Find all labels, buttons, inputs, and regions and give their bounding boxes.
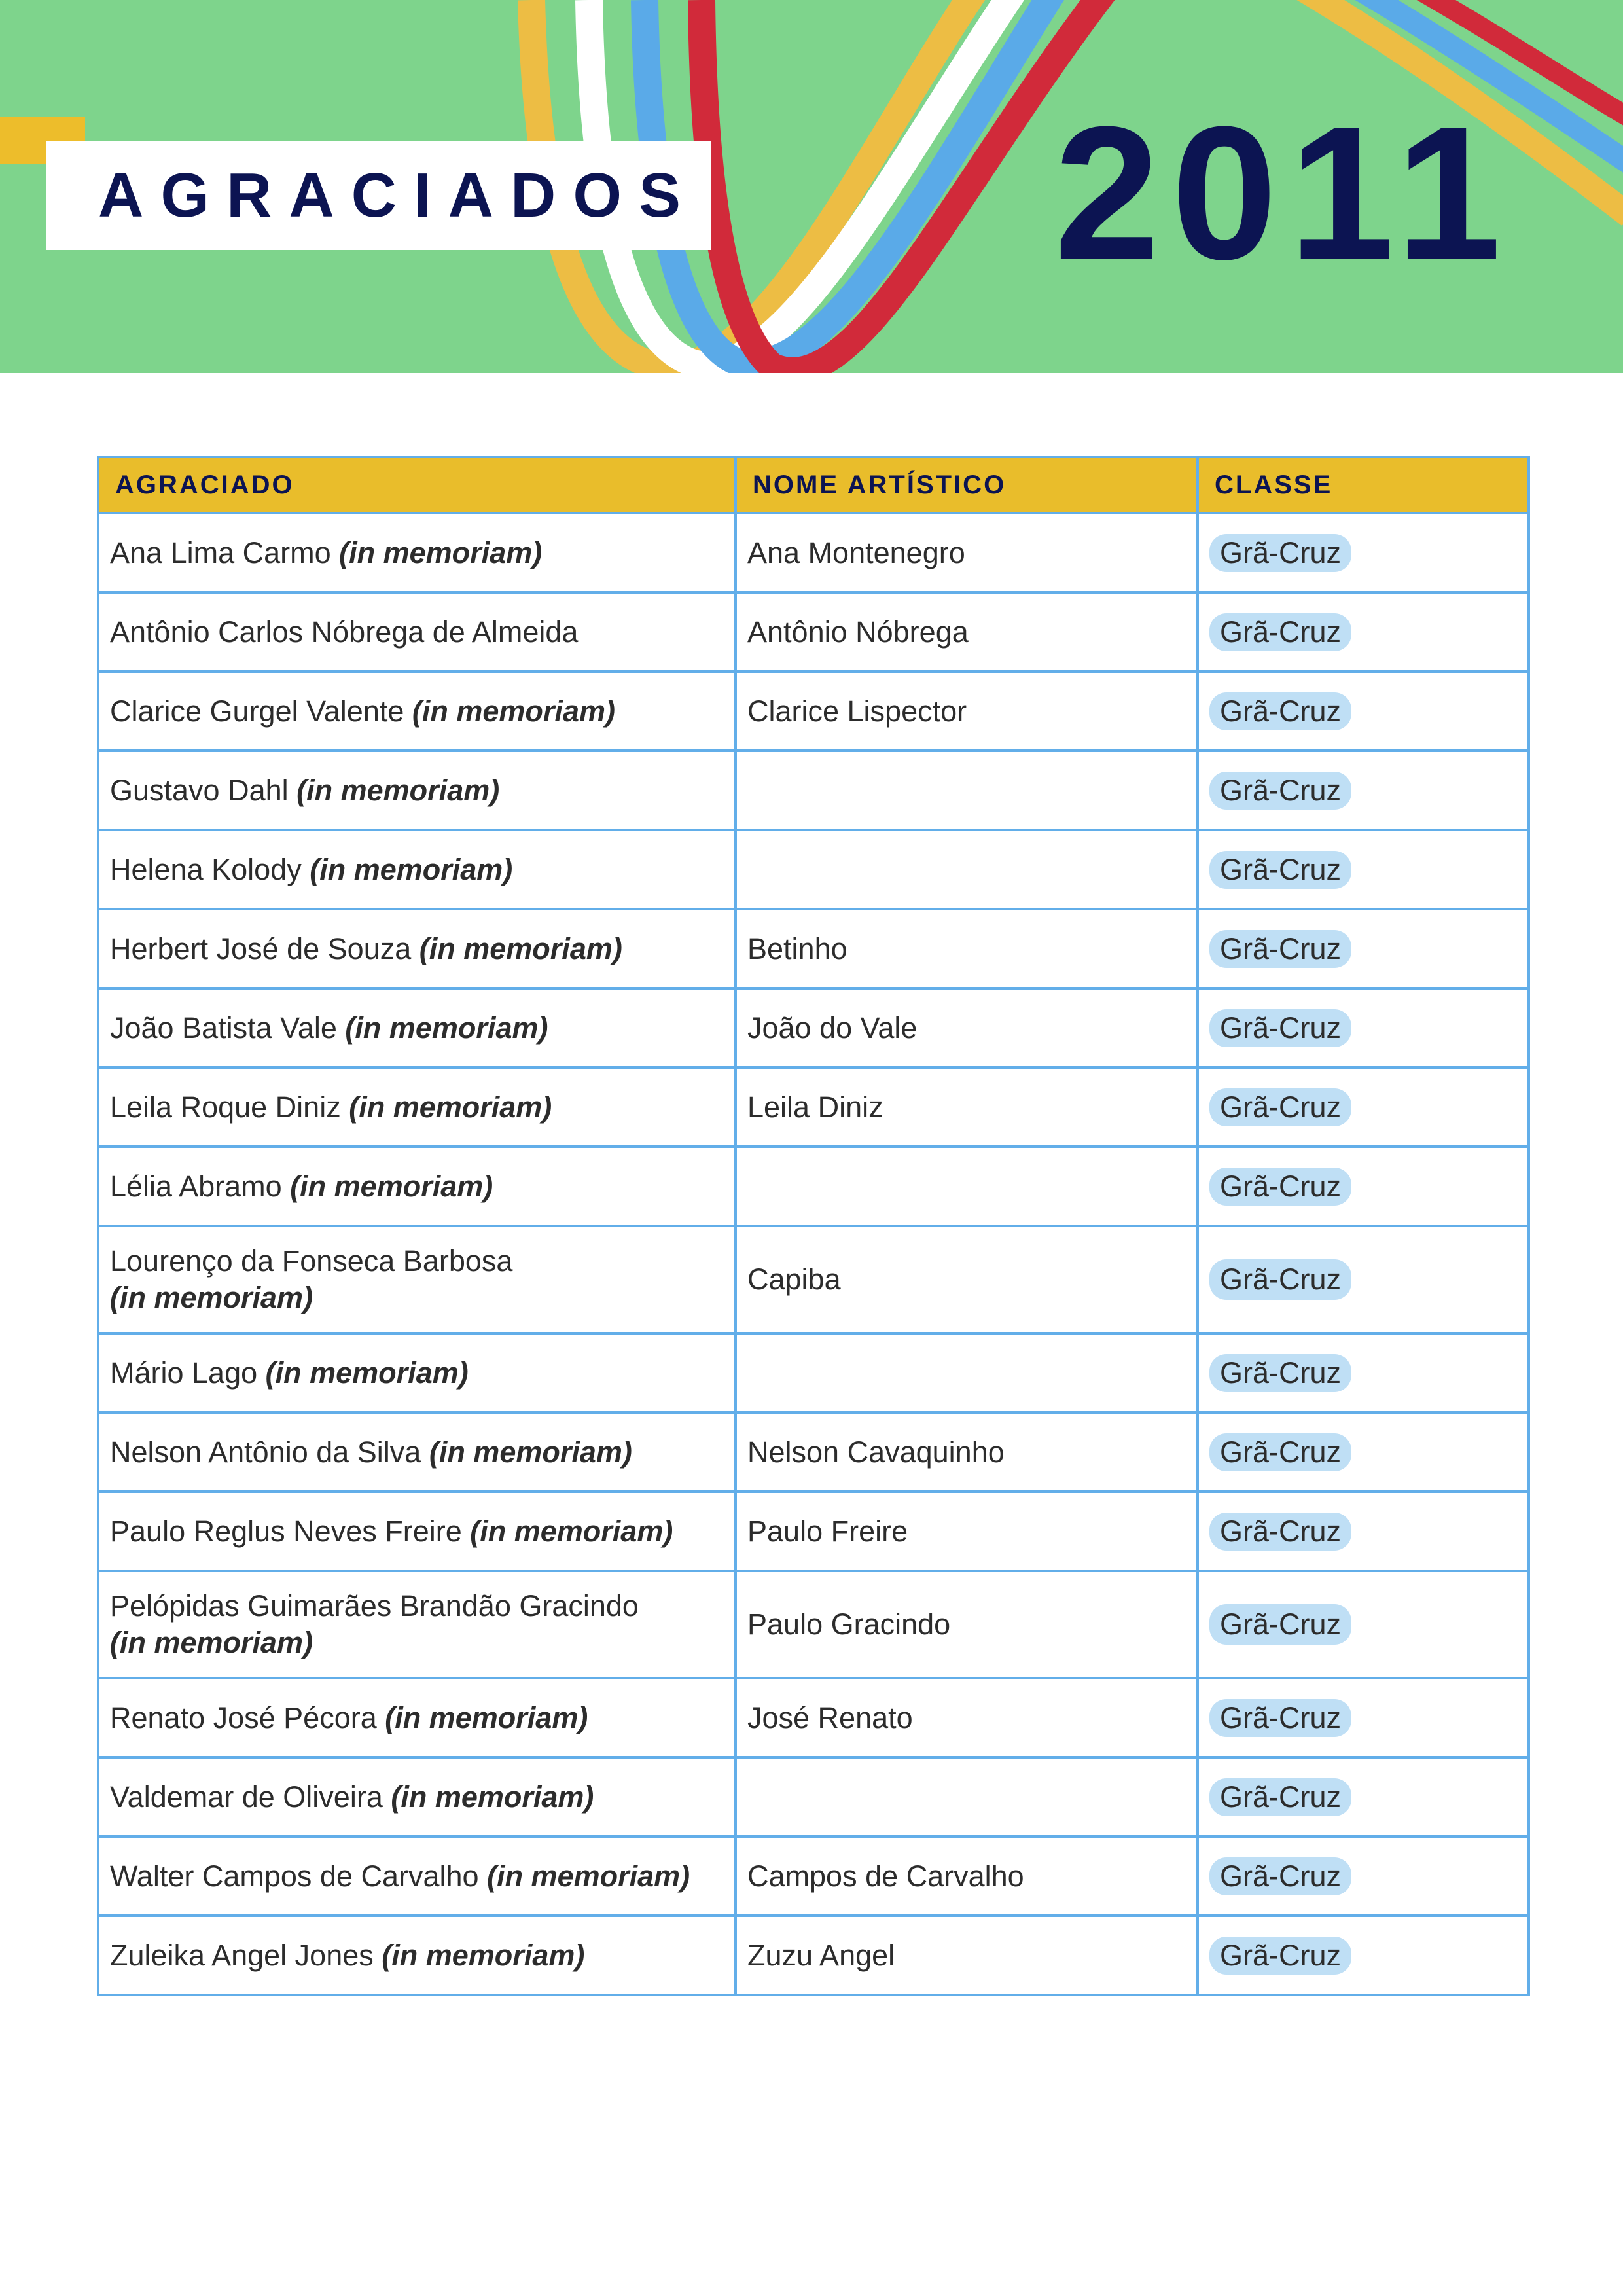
agraciado-name: Leila Roque Diniz (110, 1090, 341, 1124)
memoriam-note: (in memoriam) (296, 773, 500, 807)
memoriam-note: (in memoriam) (339, 535, 543, 569)
cell-agraciado (98, 988, 736, 1067)
cell-agraciado (98, 592, 736, 672)
awards-table (97, 456, 1530, 1996)
cell-nome-artistico: Leila Diniz (736, 1067, 1198, 1147)
agraciado-name: Zuleika Angel Jones (110, 1938, 374, 1972)
cell-agraciado (98, 909, 736, 988)
cell-nome-artistico (736, 1333, 1198, 1412)
class-badge: Grã-Cruz (1209, 1937, 1351, 1975)
table-row (98, 1147, 1529, 1226)
cell-classe (1198, 672, 1529, 751)
memoriam-note: (in memoriam) (345, 1011, 548, 1045)
cell-agraciado (98, 751, 736, 830)
cell-nome-artistico: Zuzu Angel (736, 1916, 1198, 1995)
header-banner (0, 0, 1623, 373)
cell-classe (1198, 513, 1529, 592)
table-row (98, 672, 1529, 751)
memoriam-note: (in memoriam) (310, 852, 513, 886)
cell-agraciado (98, 1757, 736, 1837)
memoriam-note: (in memoriam) (385, 1700, 588, 1734)
cell-classe (1198, 1571, 1529, 1678)
class-badge: Grã-Cruz (1209, 1778, 1351, 1816)
memoriam-note: (in memoriam) (429, 1435, 632, 1469)
agraciado-name: Walter Campos de Carvalho (110, 1859, 479, 1893)
table-row (98, 988, 1529, 1067)
class-badge: Grã-Cruz (1209, 772, 1351, 810)
class-badge: Grã-Cruz (1209, 1168, 1351, 1206)
table-row (98, 1412, 1529, 1492)
table-row (98, 592, 1529, 672)
cell-agraciado (98, 1916, 736, 1995)
cell-nome-artistico: Clarice Lispector (736, 672, 1198, 751)
title-box (46, 141, 711, 250)
table-header-row (98, 457, 1529, 513)
table-row (98, 513, 1529, 592)
table-row (98, 1837, 1529, 1916)
cell-agraciado (98, 1067, 736, 1147)
agraciado-name: Lourenço da Fonseca Barbosa (110, 1244, 513, 1278)
agraciado-name: João Batista Vale (110, 1011, 337, 1045)
cell-agraciado (98, 1412, 736, 1492)
cell-agraciado (98, 1147, 736, 1226)
memoriam-note: (in memoriam) (290, 1169, 493, 1203)
column-header-nome-artistico: NOME ARTÍSTICO (736, 457, 1198, 513)
cell-nome-artistico: Paulo Freire (736, 1492, 1198, 1571)
cell-classe (1198, 1333, 1529, 1412)
cell-agraciado (98, 1492, 736, 1571)
agraciado-name: Valdemar de Oliveira (110, 1780, 383, 1814)
agraciado-name: Renato José Pécora (110, 1700, 377, 1734)
table-row (98, 1757, 1529, 1837)
cell-nome-artistico (736, 1147, 1198, 1226)
page-title: AGRACIADOS (98, 160, 698, 230)
memoriam-note: (in memoriam) (391, 1780, 594, 1814)
cell-agraciado (98, 513, 736, 592)
cell-classe (1198, 592, 1529, 672)
table-row (98, 909, 1529, 988)
cell-agraciado (98, 1837, 736, 1916)
memoriam-note: (in memoriam) (265, 1355, 469, 1390)
class-badge: Grã-Cruz (1209, 1088, 1351, 1126)
table-row (98, 1571, 1529, 1678)
class-badge: Grã-Cruz (1209, 534, 1351, 572)
class-badge: Grã-Cruz (1209, 851, 1351, 889)
cell-classe (1198, 1147, 1529, 1226)
memoriam-note: (in memoriam) (349, 1090, 552, 1124)
cell-classe (1198, 1412, 1529, 1492)
cell-classe (1198, 1226, 1529, 1333)
cell-agraciado (98, 672, 736, 751)
cell-nome-artistico: Betinho (736, 909, 1198, 988)
memoriam-note: (in memoriam) (419, 931, 622, 965)
cell-classe (1198, 1757, 1529, 1837)
table-body (98, 513, 1529, 1995)
cell-agraciado (98, 1678, 736, 1757)
table-row (98, 1916, 1529, 1995)
agraciado-name: Herbert José de Souza (110, 931, 412, 965)
agraciado-name: Paulo Reglus Neves Freire (110, 1514, 462, 1548)
cell-nome-artistico: José Renato (736, 1678, 1198, 1757)
table-row (98, 830, 1529, 909)
cell-nome-artistico (736, 830, 1198, 909)
cell-nome-artistico: Capiba (736, 1226, 1198, 1333)
cell-agraciado (98, 830, 736, 909)
agraciado-name: Lélia Abramo (110, 1169, 282, 1203)
cell-classe (1198, 1067, 1529, 1147)
memoriam-note: (in memoriam) (110, 1281, 313, 1314)
table-row (98, 751, 1529, 830)
agraciado-name: Pelópidas Guimarães Brandão Gracindo (110, 1589, 639, 1623)
agraciado-name: Helena Kolody (110, 852, 302, 886)
memoriam-note: (in memoriam) (487, 1859, 690, 1893)
class-badge: Grã-Cruz (1209, 930, 1351, 968)
cell-classe (1198, 1837, 1529, 1916)
column-header-agraciado: AGRACIADO (98, 457, 736, 513)
table-row (98, 1067, 1529, 1147)
cell-classe (1198, 909, 1529, 988)
class-badge: Grã-Cruz (1209, 613, 1351, 651)
cell-classe (1198, 1916, 1529, 1995)
agraciado-name: Gustavo Dahl (110, 773, 289, 807)
cell-nome-artistico: Nelson Cavaquinho (736, 1412, 1198, 1492)
class-badge: Grã-Cruz (1209, 1259, 1351, 1300)
year-label: 2011 (1054, 87, 1513, 299)
cell-classe (1198, 830, 1529, 909)
cell-agraciado (98, 1571, 736, 1678)
table-row (98, 1226, 1529, 1333)
cell-nome-artistico: João do Vale (736, 988, 1198, 1067)
class-badge: Grã-Cruz (1209, 1857, 1351, 1895)
class-badge: Grã-Cruz (1209, 1354, 1351, 1392)
cell-nome-artistico: Campos de Carvalho (736, 1837, 1198, 1916)
class-badge: Grã-Cruz (1209, 1699, 1351, 1737)
column-header-classe: CLASSE (1198, 457, 1529, 513)
agraciado-name: Mário Lago (110, 1355, 258, 1390)
cell-classe (1198, 751, 1529, 830)
class-badge: Grã-Cruz (1209, 692, 1351, 730)
table-row (98, 1492, 1529, 1571)
class-badge: Grã-Cruz (1209, 1604, 1351, 1645)
cell-nome-artistico (736, 751, 1198, 830)
memoriam-note: (in memoriam) (470, 1514, 673, 1548)
class-badge: Grã-Cruz (1209, 1009, 1351, 1047)
cell-nome-artistico (736, 1757, 1198, 1837)
table-row (98, 1678, 1529, 1757)
memoriam-note: (in memoriam) (412, 694, 615, 728)
cell-classe (1198, 1678, 1529, 1757)
memoriam-note: (in memoriam) (110, 1626, 313, 1659)
cell-nome-artistico: Ana Montenegro (736, 513, 1198, 592)
agraciado-name: Ana Lima Carmo (110, 535, 331, 569)
cell-nome-artistico: Paulo Gracindo (736, 1571, 1198, 1678)
agraciado-name: Clarice Gurgel Valente (110, 694, 404, 728)
cell-classe (1198, 988, 1529, 1067)
class-badge: Grã-Cruz (1209, 1433, 1351, 1471)
agraciado-name: Nelson Antônio da Silva (110, 1435, 421, 1469)
memoriam-note: (in memoriam) (382, 1938, 585, 1972)
agraciado-name: Antônio Carlos Nóbrega de Almeida (110, 615, 579, 649)
cell-nome-artistico: Antônio Nóbrega (736, 592, 1198, 672)
cell-agraciado (98, 1333, 736, 1412)
cell-agraciado (98, 1226, 736, 1333)
cell-classe (1198, 1492, 1529, 1571)
table-row (98, 1333, 1529, 1412)
class-badge: Grã-Cruz (1209, 1513, 1351, 1551)
